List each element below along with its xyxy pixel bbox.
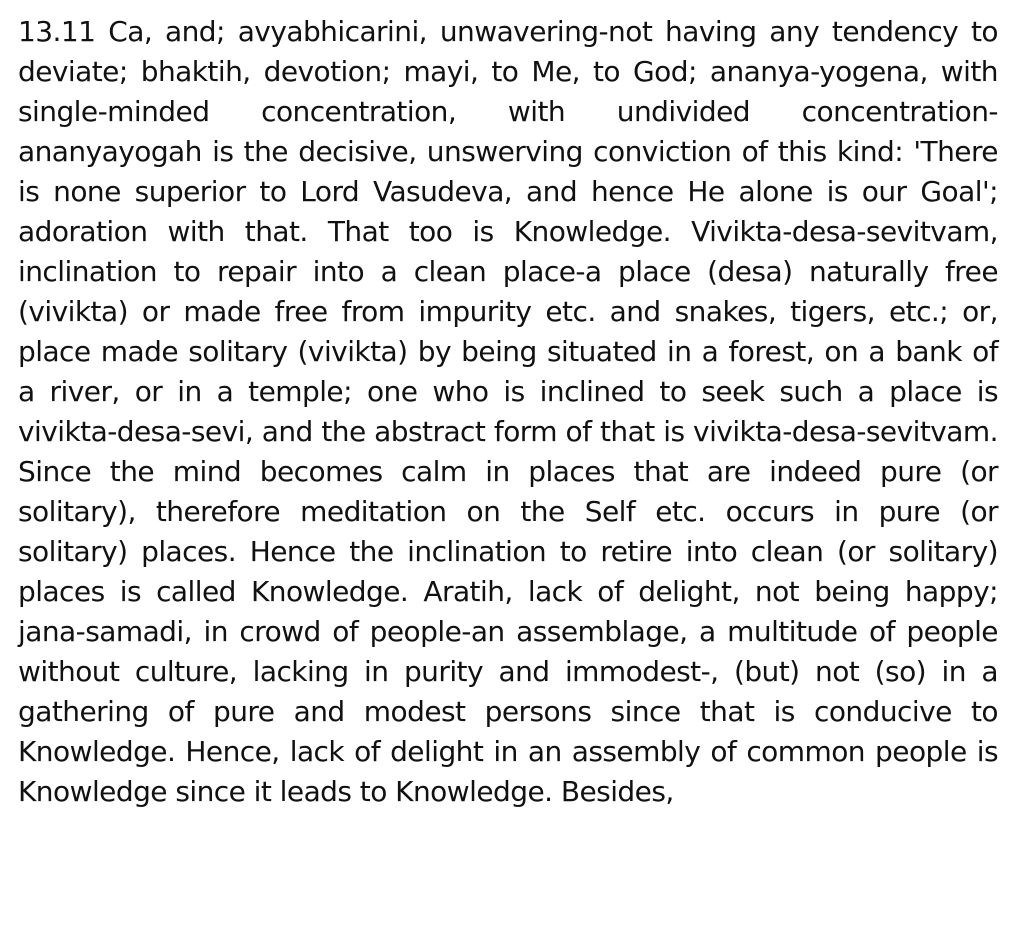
commentary-paragraph [18, 12, 998, 812]
commentary-text: Ca, and; avyabhicarini, unwavering-not having any tendency to deviate; bhaktih, devotion; mayi, to Me, to God; ananya-yogena, with single-minded concentration, with undivided concentration-ananyayogah is the decisive, unswerving conviction of this kind: 'There is none superior to Lord Vasudeva, and hence He alone is our Goal'; adoration with that. That too is Knowledge. Vivikta-desa-sevitvam, inclination to repair into a clean place-a place (desa) naturally free (vivikta) or made free from impurity etc. and snakes, tigers, etc.; or, place made solitary (vivikta) by being situated in a forest, on a bank of a river, or in a temple; one who is inclined to seek such a place is vivikta-desa-sevi, and the abstract form of that is vivikta-desa-sevitvam. Since the mind becomes calm in places that are indeed pure (or solitary), therefore meditation on the Self etc. occurs in pure (or solitary) places. Hence the inclination to retire into clean (or solitary) places is called Knowledge. Aratih, lack of delight, not being happy; jana-samadi, in crowd of people-an assemblage, a multitude of people without culture, lacking in purity and immodest-, (but) not (so) in a gathering of pure and modest persons since that is conducive to Knowledge. Hence, lack of delight in an assembly of common people is Knowledge since it leads to Knowledge. Besides, [18, 15, 999, 808]
verse-number: 13.11 [18, 15, 96, 48]
document-page [18, 12, 998, 812]
